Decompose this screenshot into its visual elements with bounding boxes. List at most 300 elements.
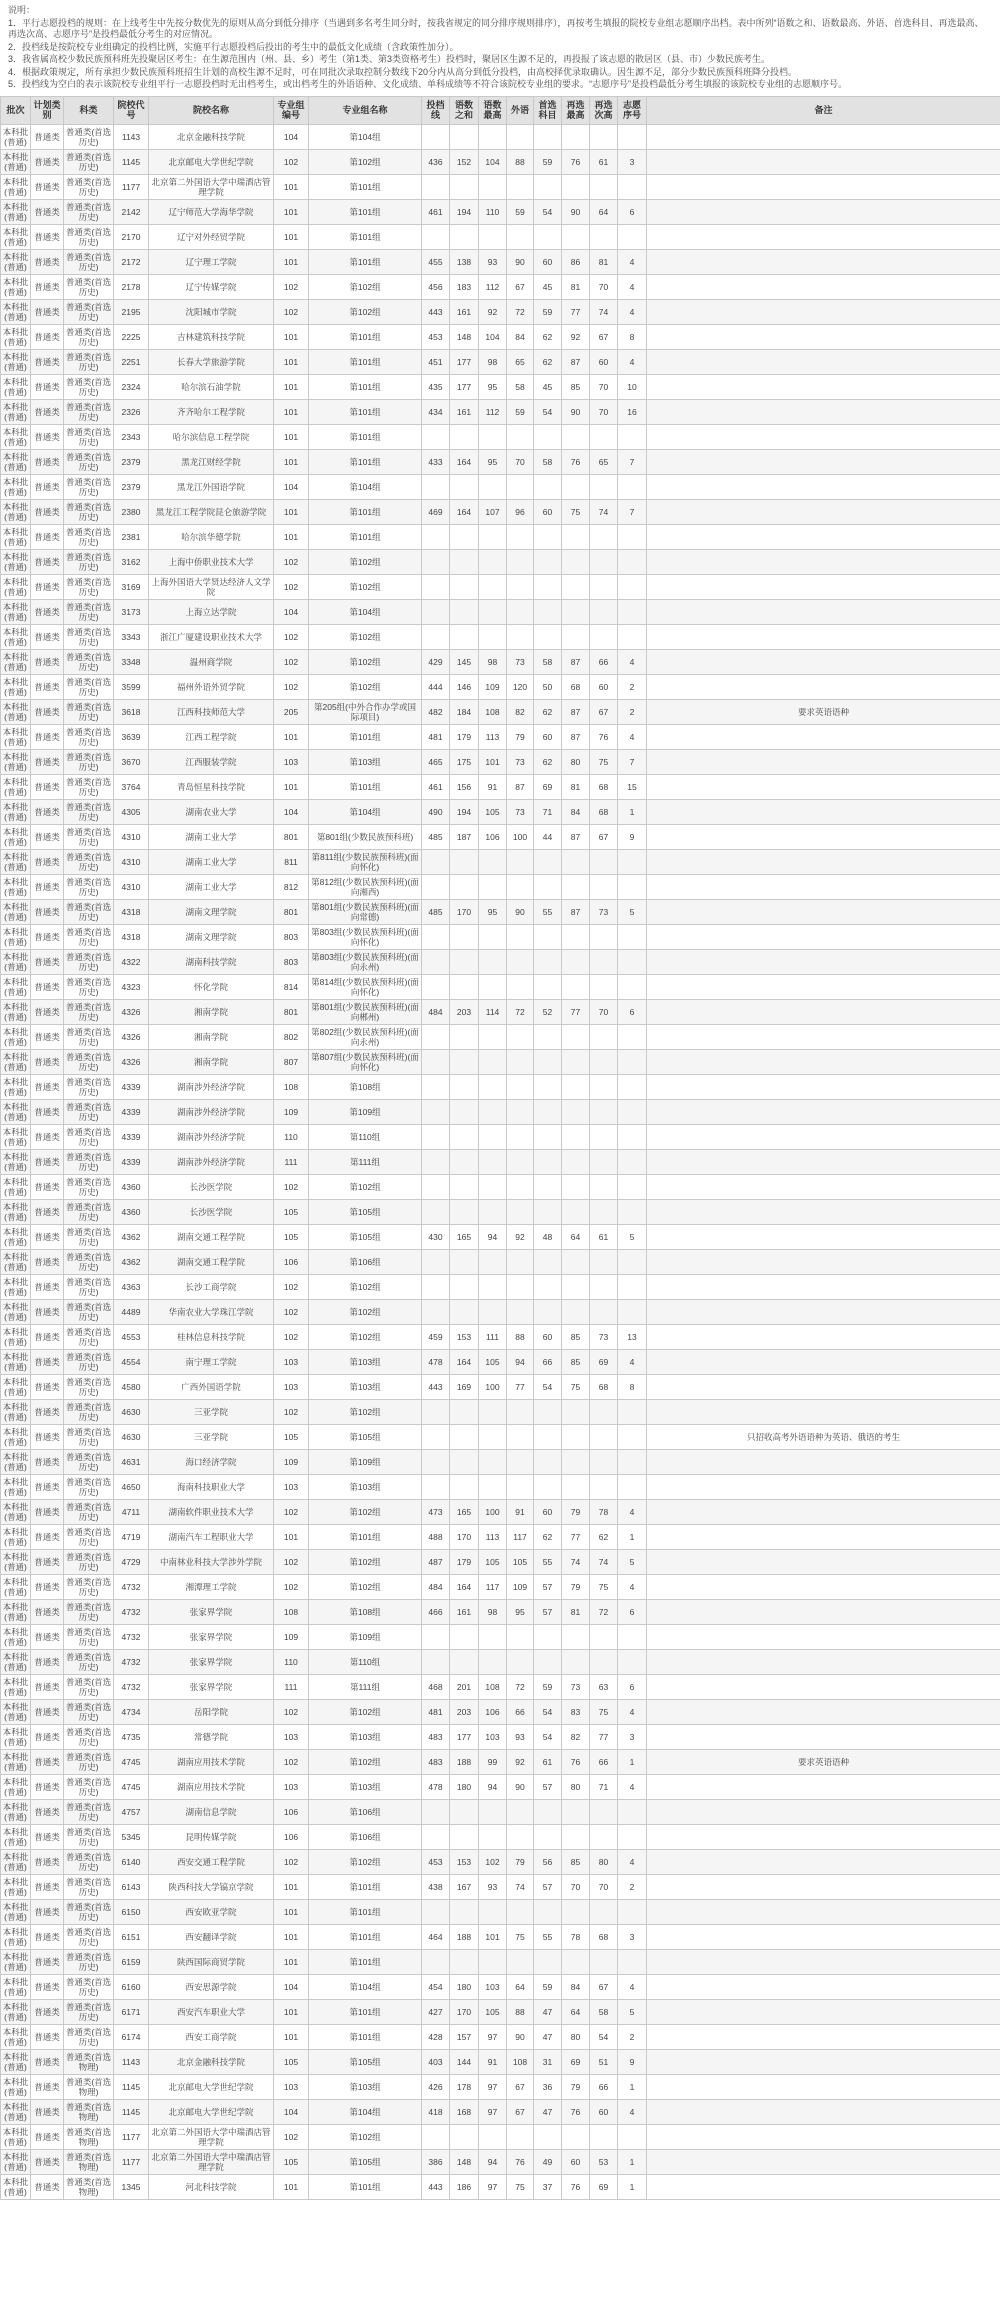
table-cell: 普通类(首选历史) [64,474,114,499]
table-cell: 普通类 [31,1599,64,1624]
table-cell: 85 [562,1324,590,1349]
table-cell [647,774,1000,799]
table-cell [590,874,618,899]
table-cell: 177 [450,374,479,399]
table-cell [590,124,618,149]
table-cell [507,1149,534,1174]
table-cell: 4719 [114,1524,149,1549]
table-cell: 153 [450,1324,479,1349]
table-cell: 60 [534,499,562,524]
table-cell [507,474,534,499]
table-cell: 110 [274,1124,309,1149]
table-cell: 普通类(首选历史) [64,774,114,799]
table-cell: 第101组 [309,449,422,474]
table-cell [450,849,479,874]
table-cell: 203 [450,1699,479,1724]
table-cell [562,1149,590,1174]
table-cell [479,424,507,449]
note-item-4: 4．根据政策规定，所有承担少数民族预科班招生计划的高校生源不足时，可在同批次录取控制分数线下20分内从高分到低分投档，由高校择优录取确认。因生源不足，部分少数民族预科班降分投档。 [8,66,798,77]
table-cell: 西安翻译学院 [149,1924,274,1949]
table-cell: 4 [618,724,647,749]
table-cell: 203 [450,999,479,1024]
table-row [1,1499,1000,1524]
table-cell [507,1049,534,1074]
table-cell: 第104组 [309,599,422,624]
table-cell: 100 [479,1374,507,1399]
table-cell: 1345 [114,2174,149,2199]
table-cell [562,624,590,649]
table-cell: 普通类 [31,1199,64,1224]
table-cell [618,1799,647,1824]
table-cell [562,1624,590,1649]
table-cell [590,1949,618,1974]
table-cell: 194 [450,799,479,824]
table-cell: 108 [274,1074,309,1099]
table-cell: 普通类 [31,1274,64,1299]
table-cell: 55 [534,1924,562,1949]
table-cell [590,599,618,624]
table-cell [618,174,647,199]
table-cell: 普通类(首选历史) [64,1549,114,1574]
table-cell: 第101组 [309,324,422,349]
table-cell: 59 [534,1974,562,1999]
table-cell: 94 [479,1774,507,1799]
table-cell: 西安思源学院 [149,1974,274,1999]
table-cell: 普通类(首选历史) [64,649,114,674]
table-row [1,799,1000,824]
table-cell: 104 [274,599,309,624]
table-cell: 4732 [114,1599,149,1624]
table-cell: 第101组 [309,1874,422,1899]
table-cell: 本科批(普通) [1,699,31,724]
table-cell [618,474,647,499]
table-cell: 4322 [114,949,149,974]
table-cell: 普通类(首选历史) [64,449,114,474]
table-cell: 3348 [114,649,149,674]
table-cell: 本科批(普通) [1,1649,31,1674]
table-cell: 50 [534,674,562,699]
table-cell [618,1949,647,1974]
table-cell: 4489 [114,1299,149,1324]
table-cell: 普通类(首选历史) [64,874,114,899]
table-cell [507,1799,534,1824]
table-cell: 第101组 [309,524,422,549]
table-cell: 北京邮电大学世纪学院 [149,149,274,174]
table-cell: 803 [274,924,309,949]
table-cell: 73 [507,799,534,824]
table-cell [534,474,562,499]
table-cell: 105 [479,1349,507,1374]
table-cell: 4732 [114,1624,149,1649]
table-cell [647,1899,1000,1924]
table-cell: 本科批(普通) [1,174,31,199]
table-cell [647,999,1000,1024]
table-cell: 72 [507,299,534,324]
table-cell: 102 [274,574,309,599]
table-cell: 4 [618,649,647,674]
table-cell [507,124,534,149]
table-cell: 61 [534,1749,562,1774]
table-cell [507,1274,534,1299]
table-cell [534,1624,562,1649]
table-cell: 普通类(首选历史) [64,1999,114,2024]
table-cell [507,1624,534,1649]
table-cell: 165 [450,1224,479,1249]
table-cell: 53 [590,2149,618,2174]
table-cell: 104 [479,149,507,174]
table-cell [590,474,618,499]
table-cell: 3343 [114,624,149,649]
table-cell: 6171 [114,1999,149,2024]
table-cell: 88 [507,1324,534,1349]
table-cell: 6 [618,1674,647,1699]
table-cell: 177 [450,1724,479,1749]
table-cell [422,1449,450,1474]
table-cell: 4 [618,1499,647,1524]
table-cell: 湖南工业大学 [149,874,274,899]
table-cell: 本科批(普通) [1,1624,31,1649]
table-cell: 本科批(普通) [1,599,31,624]
table-cell: 85 [562,1349,590,1374]
table-cell: 88 [507,1999,534,2024]
table-row [1,1624,1000,1649]
table-cell [479,924,507,949]
table-cell: 430 [422,1224,450,1249]
table-cell: 广西外国语学院 [149,1374,274,1399]
table-cell [647,1874,1000,1899]
table-cell: 普通类 [31,974,64,999]
table-cell: 普通类 [31,649,64,674]
table-cell [507,949,534,974]
table-cell [618,849,647,874]
table-cell: 2251 [114,349,149,374]
table-cell [450,124,479,149]
table-cell [618,2124,647,2149]
table-cell: 62 [534,699,562,724]
table-cell [450,1899,479,1924]
table-cell: 175 [450,749,479,774]
table-cell: 普通类 [31,1749,64,1774]
table-cell: 第103组 [309,1774,422,1799]
table-cell [647,949,1000,974]
table-cell: 52 [534,999,562,1024]
table-cell [647,2099,1000,2124]
table-cell: 第802组(少数民族预科班)(面向永州) [309,1024,422,1049]
table-cell: 1177 [114,2124,149,2149]
table-cell: 45 [534,274,562,299]
table-cell: 105 [479,1549,507,1574]
table-cell: 普通类 [31,499,64,524]
table-cell: 13 [618,1324,647,1349]
table-cell [562,1099,590,1124]
table-cell [647,1199,1000,1224]
table-cell [450,1424,479,1449]
table-cell: 第102组 [309,1699,422,1724]
column-header: 备注 [647,96,1000,124]
table-cell [479,874,507,899]
table-cell [450,1049,479,1074]
table-cell: 74 [590,299,618,324]
table-cell [507,574,534,599]
table-cell: 普通类(首选历史) [64,399,114,424]
table-cell: 第101组 [309,249,422,274]
table-cell: 普通类 [31,1449,64,1474]
table-cell: 4 [618,299,647,324]
table-cell [590,1424,618,1449]
table-cell: 长沙工商学院 [149,1274,274,1299]
table-cell: 103 [479,1724,507,1749]
table-row [1,949,1000,974]
table-cell [534,1949,562,1974]
table-cell: 97 [479,2024,507,2049]
table-cell [647,1099,1000,1124]
table-row [1,649,1000,674]
table-row [1,2099,1000,2124]
table-cell [507,174,534,199]
table-cell: 73 [562,1674,590,1699]
table-cell: 55 [534,899,562,924]
table-cell: 普通类 [31,524,64,549]
table-cell: 普通类 [31,1574,64,1599]
table-cell: 144 [450,2049,479,2074]
table-cell [590,1799,618,1824]
table-row [1,724,1000,749]
table-cell: 101 [274,1899,309,1924]
table-cell [479,1299,507,1324]
table-cell [422,474,450,499]
table-cell: 第110组 [309,1124,422,1149]
table-cell: 77 [562,999,590,1024]
table-cell: 江西服装学院 [149,749,274,774]
table-cell: 106 [479,1699,507,1724]
table-cell: 78 [562,1924,590,1949]
table-cell: 4630 [114,1424,149,1449]
table-cell: 本科批(普通) [1,999,31,1024]
table-cell [450,1649,479,1674]
table-cell: 长沙医学院 [149,1174,274,1199]
table-cell: 70 [590,399,618,424]
table-cell: 普通类(首选历史) [64,499,114,524]
table-cell: 常德学院 [149,1724,274,1749]
table-cell: 2 [618,1874,647,1899]
table-cell: 433 [422,449,450,474]
table-row [1,1699,1000,1724]
table-cell: 普通类 [31,449,64,474]
table-cell: 本科批(普通) [1,1899,31,1924]
table-cell: 第108组 [309,1599,422,1624]
table-cell: 海南科技职业大学 [149,1474,274,1499]
table-cell: 江西工程学院 [149,724,274,749]
table-cell [479,474,507,499]
table-cell [479,1424,507,1449]
table-cell: 本科批(普通) [1,1249,31,1274]
table-cell [450,1124,479,1149]
table-cell: 87 [562,649,590,674]
table-cell: 164 [450,449,479,474]
table-cell [422,2124,450,2149]
table-cell: 湖南涉外经济学院 [149,1099,274,1124]
table-cell [422,1249,450,1274]
table-cell [647,149,1000,174]
table-cell: 478 [422,1774,450,1799]
table-row [1,1599,1000,1624]
table-cell [647,1324,1000,1349]
table-cell: 本科批(普通) [1,1224,31,1249]
table-cell: 湖南应用技术学院 [149,1749,274,1774]
table-cell: 第101组 [309,1999,422,2024]
table-cell: 本科批(普通) [1,1599,31,1624]
table-cell: 76 [562,1749,590,1774]
column-header: 语数最高 [479,96,507,124]
table-cell: 3 [618,149,647,174]
table-row [1,2024,1000,2049]
table-cell [479,524,507,549]
table-cell: 60 [534,1499,562,1524]
table-cell [450,1249,479,1274]
table-cell [534,1824,562,1849]
table-cell: 普通类 [31,624,64,649]
table-cell [534,874,562,899]
table-cell [534,1799,562,1824]
table-cell [647,1599,1000,1624]
table-cell: 108 [274,1599,309,1624]
table-cell: 张家界学院 [149,1649,274,1674]
table-cell [562,124,590,149]
table-cell: 普通类(首选历史) [64,724,114,749]
table-cell: 普通类(首选历史) [64,924,114,949]
table-cell: 111 [274,1149,309,1174]
table-cell: 113 [479,724,507,749]
table-cell: 普通类(首选历史) [64,424,114,449]
table-cell [450,624,479,649]
table-cell: 443 [422,2174,450,2199]
table-cell: 哈尔滨华德学院 [149,524,274,549]
table-cell: 188 [450,1749,479,1774]
table-cell: 本科批(普通) [1,2174,31,2199]
table-cell: 102 [274,1299,309,1324]
table-cell: 426 [422,2074,450,2099]
table-cell [647,124,1000,149]
table-cell: 54 [534,1374,562,1399]
table-cell: 103 [274,1774,309,1799]
table-cell [534,599,562,624]
table-cell: 807 [274,1049,309,1074]
table-cell: 105 [479,799,507,824]
table-cell: 普通类 [31,2149,64,2174]
table-cell: 普通类 [31,1349,64,1374]
table-cell [562,599,590,624]
table-cell [647,1274,1000,1299]
table-cell: 普通类 [31,1974,64,1999]
table-cell: 第108组 [309,1074,422,1099]
table-cell: 1145 [114,2099,149,2124]
table-cell: 101 [274,224,309,249]
table-cell: 65 [590,449,618,474]
table-cell: 4732 [114,1574,149,1599]
table-cell: 483 [422,1749,450,1774]
table-cell: 161 [450,299,479,324]
table-cell [422,1199,450,1224]
table-cell: 上海中侨职业技术大学 [149,549,274,574]
table-cell: 1143 [114,2049,149,2074]
table-cell: 106 [274,1249,309,1274]
table-cell: 本科批(普通) [1,1299,31,1324]
table-cell: 54 [534,399,562,424]
table-cell: 普通类(首选历史) [64,574,114,599]
table-cell: 101 [274,524,309,549]
table-cell: 第801组(少数民族预科班)(面向郴州) [309,999,422,1024]
table-cell: 第104组 [309,124,422,149]
table-cell: 第803组(少数民族预科班)(面向怀化) [309,924,422,949]
table-cell [562,424,590,449]
table-cell [450,1199,479,1224]
table-cell: 第101组 [309,724,422,749]
table-cell: 4734 [114,1699,149,1724]
table-cell: 普通类 [31,1074,64,1099]
table-cell: 本科批(普通) [1,849,31,874]
table-cell: 98 [479,649,507,674]
table-cell: 本科批(普通) [1,724,31,749]
table-cell [479,1074,507,1099]
table-cell: 本科批(普通) [1,1274,31,1299]
table-cell [590,849,618,874]
table-cell: 第101组 [309,499,422,524]
table-cell: 101 [274,2024,309,2049]
table-cell: 97 [479,2099,507,2124]
table-cell: 465 [422,749,450,774]
table-cell: 60 [562,2149,590,2174]
table-cell: 陕西国际商贸学院 [149,1949,274,1974]
table-cell: 105 [274,2049,309,2074]
table-cell: 68 [590,1374,618,1399]
table-cell: 102 [274,649,309,674]
table-cell [562,1249,590,1274]
table-cell: 812 [274,874,309,899]
table-cell: 本科批(普通) [1,1699,31,1724]
table-cell [647,674,1000,699]
table-cell: 1 [618,1524,647,1549]
table-cell: 普通类 [31,1774,64,1799]
table-row [1,199,1000,224]
table-cell [618,1424,647,1449]
table-cell [507,424,534,449]
table-cell: 普通类 [31,549,64,574]
table-cell [618,1049,647,1074]
table-cell: 普通类(首选物理) [64,2149,114,2174]
table-cell: 4318 [114,899,149,924]
table-cell [647,1549,1000,1574]
table-cell: 本科批(普通) [1,1349,31,1374]
table-cell [450,949,479,974]
table-cell: 429 [422,649,450,674]
table-cell: 153 [450,1849,479,1874]
table-row [1,499,1000,524]
table-cell: 普通类(首选历史) [64,1274,114,1299]
table-cell: 473 [422,1499,450,1524]
table-cell: 67 [507,2099,534,2124]
table-cell [647,749,1000,774]
table-cell: 3618 [114,699,149,724]
table-cell: 112 [479,274,507,299]
table-cell: 811 [274,849,309,874]
table-cell [590,1624,618,1649]
table-cell: 101 [274,1924,309,1949]
table-cell: 普通类(首选历史) [64,299,114,324]
table-cell: 普通类 [31,1824,64,1849]
table-cell: 普通类 [31,299,64,324]
table-cell [647,1074,1000,1099]
table-cell [590,624,618,649]
